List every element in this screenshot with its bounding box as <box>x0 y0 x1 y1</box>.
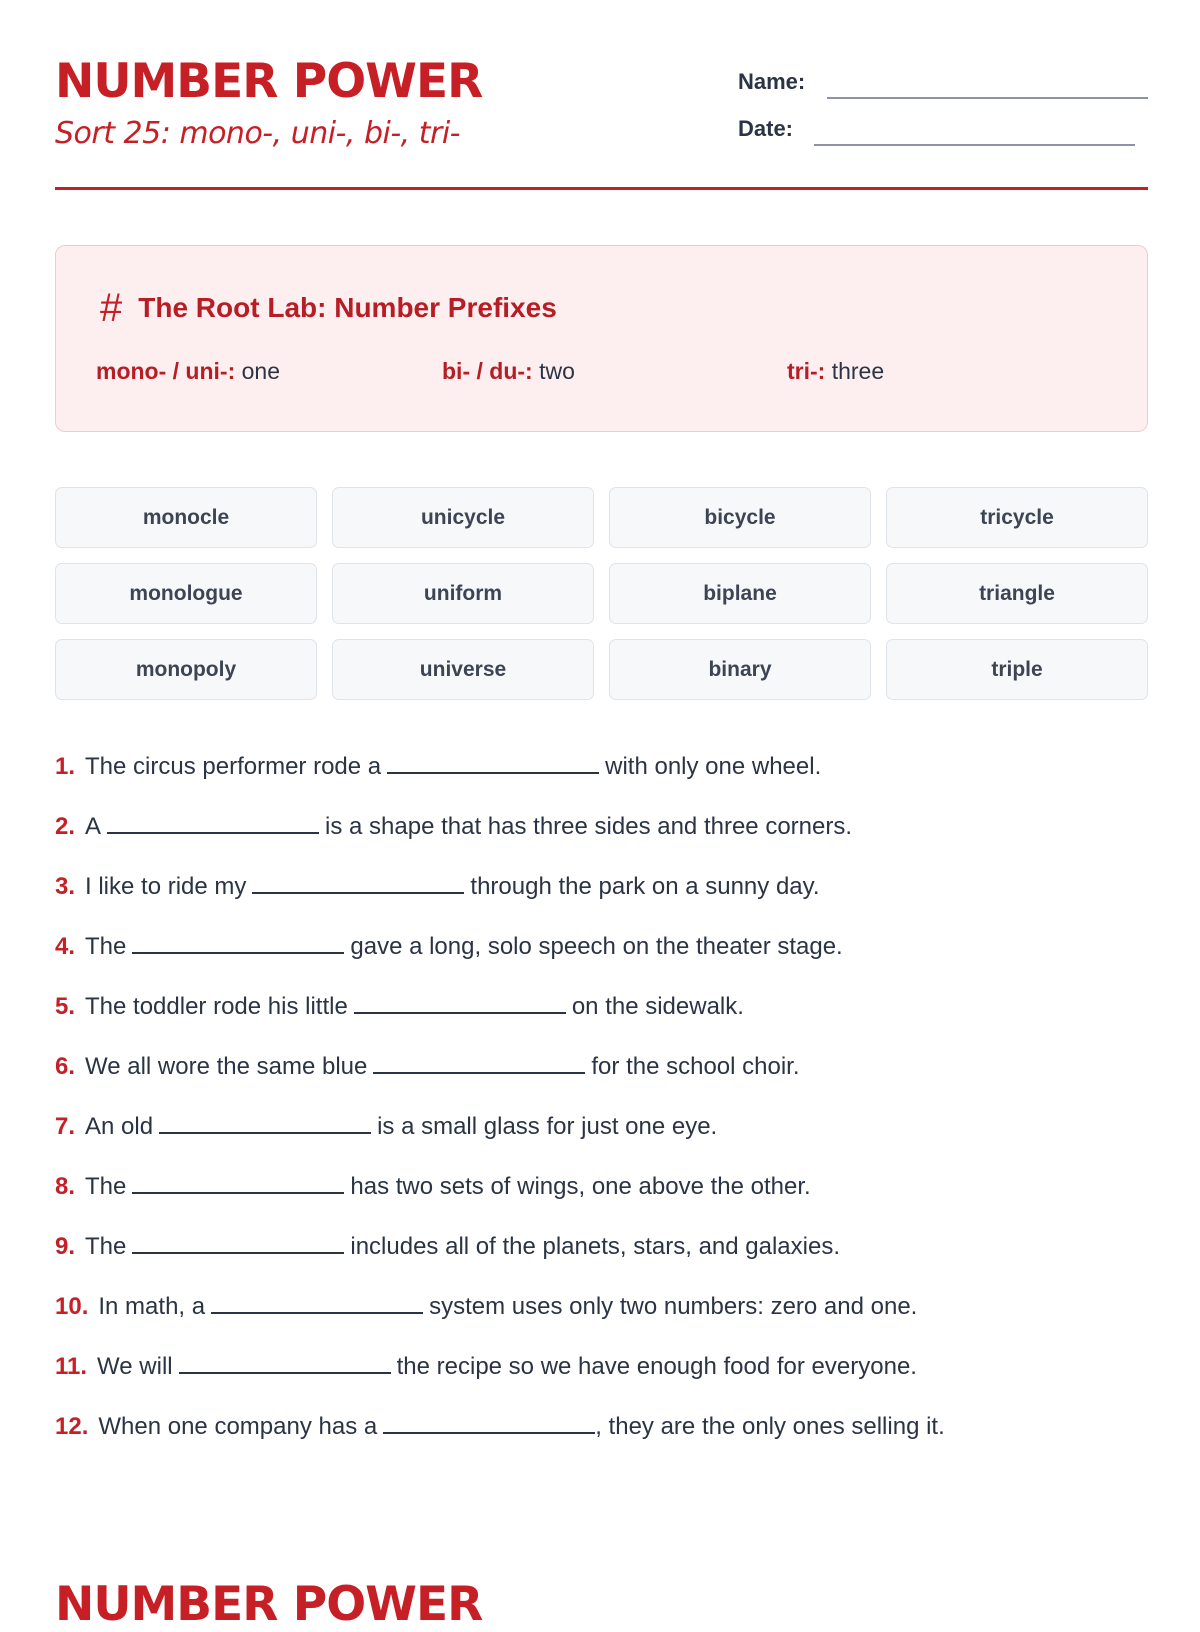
answer-blank[interactable] <box>387 752 599 774</box>
sentence-item <box>55 1352 917 1381</box>
sentence-text-before: We all wore the same blue <box>85 1053 368 1080</box>
sentence-text-after: includes all of the planets, stars, and galaxies. <box>350 1233 840 1260</box>
root-lab-heading <box>100 288 557 328</box>
sentence-text-after: through the park on a sunny day. <box>470 873 820 900</box>
sentence-text-before: The <box>85 1233 127 1260</box>
root-lab-title: The Root Lab: Number Prefixes <box>138 292 557 323</box>
sentence-number: 5. <box>55 993 76 1020</box>
sentence-number: 3. <box>55 873 76 900</box>
sentence-text-before: A <box>85 813 102 840</box>
root-lab-panel <box>55 245 1148 432</box>
word-card: universe <box>332 639 594 700</box>
next-page-title: NUMBER POWER <box>55 1577 483 1632</box>
sentence-number: 1. <box>55 753 76 780</box>
answer-blank[interactable] <box>354 992 566 1014</box>
sentence-number: 2. <box>55 813 76 840</box>
prefix-meaning: two <box>539 358 575 384</box>
answer-blank[interactable] <box>132 1232 344 1254</box>
sentence-number: 11. <box>55 1353 88 1380</box>
word-card: monologue <box>55 563 317 624</box>
word-card: biplane <box>609 563 871 624</box>
word-card: binary <box>609 639 871 700</box>
page-subtitle: Sort 25: mono-, uni-, bi-, tri- <box>55 116 460 151</box>
prefix-label: mono- / uni-: <box>96 358 236 384</box>
sentence-text-before: The circus performer rode a <box>85 753 382 780</box>
sentence-text-before: The <box>85 1173 127 1200</box>
sentence-text-after: on the sidewalk. <box>571 993 744 1020</box>
sentence-item <box>55 1292 917 1321</box>
sentence-text-after: with only one wheel. <box>605 753 822 780</box>
sentence-text-before: An old <box>85 1113 154 1140</box>
sentence-text-after: for the school choir. <box>591 1053 800 1080</box>
word-card: triple <box>886 639 1148 700</box>
answer-blank[interactable] <box>373 1052 585 1074</box>
prefix-one <box>96 358 280 385</box>
answer-blank[interactable] <box>132 932 344 954</box>
sentence-item <box>55 1232 840 1261</box>
sentence-text-after: is a small glass for just one eye. <box>377 1113 718 1140</box>
answer-blank[interactable] <box>211 1292 423 1314</box>
sentence-text-after: has two sets of wings, one above the other. <box>350 1173 811 1200</box>
name-field[interactable] <box>827 97 1148 99</box>
sentence-item <box>55 872 820 901</box>
sentence-number: 10. <box>55 1293 89 1320</box>
prefix-meaning: one <box>241 358 281 384</box>
answer-blank[interactable] <box>252 872 464 894</box>
word-bank <box>55 487 1148 700</box>
sentence-text-before: When one company has a <box>98 1413 378 1440</box>
word-card: uniform <box>332 563 594 624</box>
sentence-item <box>55 992 744 1021</box>
sentence-number: 4. <box>55 933 76 960</box>
sentence-number: 7. <box>55 1113 76 1140</box>
sentence-text-before: I like to ride my <box>85 873 247 900</box>
date-label: Date: <box>738 116 794 141</box>
sentence-text-after: , they are the only ones selling it. <box>595 1413 945 1440</box>
sentence-item <box>55 752 821 781</box>
sentence-item <box>55 932 843 961</box>
word-card: unicycle <box>332 487 594 548</box>
answer-blank[interactable] <box>179 1352 391 1374</box>
sentence-text-before: We will <box>97 1353 173 1380</box>
sentence-text-after: system uses only two numbers: zero and one. <box>429 1293 918 1320</box>
hash-icon: # <box>100 286 123 330</box>
sentence-text-before: The <box>85 933 127 960</box>
sentence-item <box>55 812 852 841</box>
sentence-item <box>55 1112 717 1141</box>
sentence-text-before: In math, a <box>98 1293 206 1320</box>
sentence-text-after: is a shape that has three sides and three corners. <box>325 813 853 840</box>
word-card: monocle <box>55 487 317 548</box>
sentence-item <box>55 1052 800 1081</box>
sentence-number: 6. <box>55 1053 76 1080</box>
sentence-item <box>55 1412 945 1441</box>
prefix-meaning: three <box>831 358 885 384</box>
prefix-three <box>787 358 884 385</box>
answer-blank[interactable] <box>383 1412 595 1434</box>
prefix-two <box>442 358 575 385</box>
prefix-label: bi- / du-: <box>442 358 533 384</box>
answer-blank[interactable] <box>107 812 319 834</box>
sentence-text-after: gave a long, solo speech on the theater stage. <box>350 933 843 960</box>
answer-blank[interactable] <box>159 1112 371 1134</box>
page-title: NUMBER POWER <box>55 54 483 109</box>
worksheet-header <box>55 50 1148 190</box>
word-card: bicycle <box>609 487 871 548</box>
date-field[interactable] <box>814 144 1135 146</box>
name-label: Name: <box>738 69 806 94</box>
sentence-text-after: the recipe so we have enough food for everyone. <box>396 1353 917 1380</box>
sentence-text-before: The toddler rode his little <box>85 993 348 1020</box>
word-card: tricycle <box>886 487 1148 548</box>
sentence-item <box>55 1172 811 1201</box>
word-card: triangle <box>886 563 1148 624</box>
sentence-number: 8. <box>55 1173 76 1200</box>
sentence-number: 12. <box>55 1413 89 1440</box>
prefix-label: tri-: <box>787 358 826 384</box>
word-card: monopoly <box>55 639 317 700</box>
answer-blank[interactable] <box>132 1172 344 1194</box>
sentence-number: 9. <box>55 1233 76 1260</box>
